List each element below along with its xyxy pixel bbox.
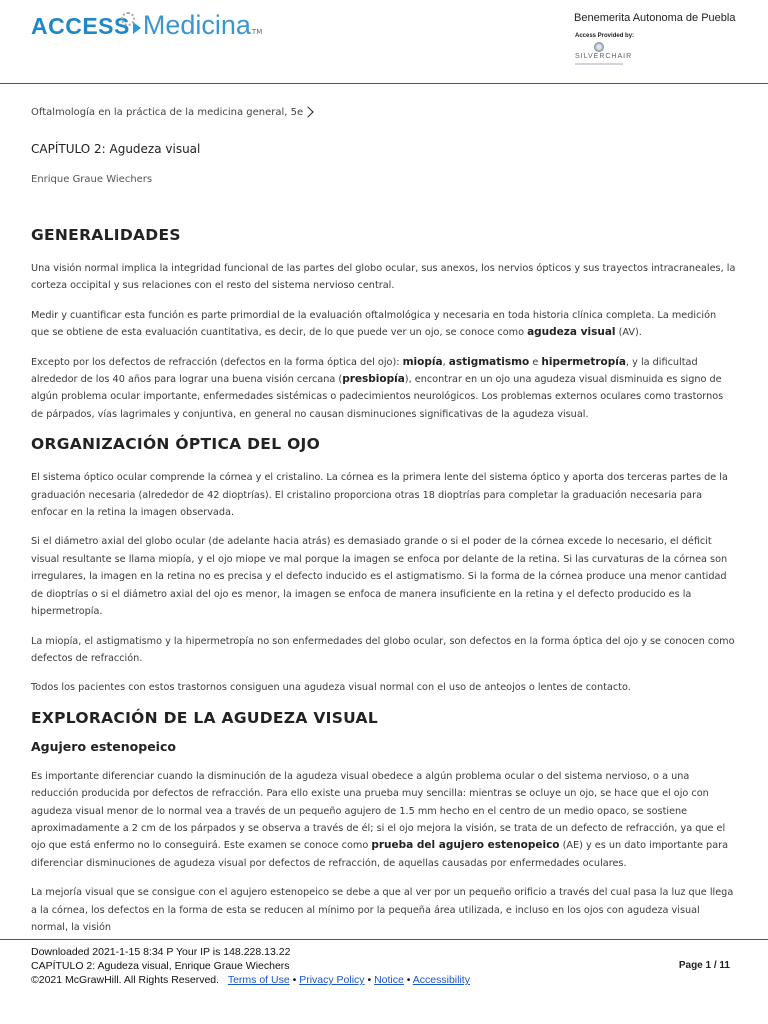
logo-medicina-text: Medicina [142, 10, 251, 40]
term-astigmatismo: astigmatismo [448, 355, 530, 368]
main-content [31, 100, 737, 936]
term-agudeza-visual: agudeza visual [527, 326, 616, 339]
term-presbiopia: presbiopía [342, 373, 405, 386]
logo-tm: TM [251, 28, 263, 36]
logo-access-text: ACCESS [31, 13, 130, 39]
section-heading-generalidades: GENERALIDADES [31, 226, 181, 244]
notice-link[interactable]: Notice [374, 974, 404, 986]
paragraph: Si el diámetro axial del globo ocular (de adelante hacia atrás) es demasiado grande o si el poder de la córnea excede lo necesario, el déficit visual resultante se llama miopía, y el ojo miope ve mal porque la imagen se enfoca por delante de la retina. Si las curvaturas de la córnea son irregulares, la imagen en la retina no es precisa y el defecto inducido es el astigmatismo. Si la forma de la córnea produce una menor cantidad de dioptrías o si el diámetro axial del ojo es menor, la imagen se enfoca de manera insuficiente en la retina y el defecto producido es la hipermetropía. [31, 536, 728, 618]
gear-icon [121, 12, 135, 26]
page-header [0, 0, 768, 84]
terms-of-use-link[interactable]: Terms of Use [227, 974, 290, 986]
chapter-title: CAPÍTULO 2: Agudeza visual [31, 142, 201, 156]
footer-links-row: ©2021 McGrawHill. All Rights Reserved. Terms of Use • Privacy Policy • Notice • Accessibility [31, 974, 470, 986]
author-name: Enrique Graue Wiechers [31, 174, 153, 185]
paragraph: La mejoría visual que se consigue con el agujero estenopeico se debe a que al ver por un pequeño orificio a través del cual pasa la luz que llega a la córnea, los defectos en la forma de esta se reducen al mínimo por la pequeña área utilizada, e incluso en los ojos con agudeza visual normal, la visión [31, 887, 734, 933]
accessmedicina-logo[interactable] [31, 10, 262, 41]
page-footer [0, 939, 768, 1024]
paragraph: Una visión normal implica la integridad funcional de las partes del globo ocular, sus anexos, los nervios ópticos y sus trayectos intracraneales, la corteza occipital y sus relaciones con el resto del sistema nervioso central. [31, 263, 736, 292]
download-info: Downloaded 2021-1-15 8:34 P Your IP is 148.228.13.22 [31, 946, 291, 958]
breadcrumb[interactable] [31, 100, 737, 124]
subheading-agujero-estenopeico: Agujero estenopeico [31, 738, 176, 754]
breadcrumb-book-title[interactable]: Oftalmología en la práctica de la medicina general, 5e [31, 106, 304, 118]
copyright: ©2021 McGrawHill. All Rights Reserved. [31, 974, 220, 986]
privacy-policy-link[interactable]: Privacy Policy [299, 974, 365, 986]
paragraph: El sistema óptico ocular comprende la córnea y el cristalino. La córnea es la primera lente del sistema óptico y aporta dos terceras partes de la graduación necesaria (alrededor de 42 dioptrías). El cristalino proporciona otras 18 dioptrías para completar la graduación necesaria para enfocar en la retina la imagen observada. [31, 472, 728, 519]
section-heading-exploracion: EXPLORACIÓN DE LA AGUDEZA VISUAL [31, 708, 379, 727]
paragraph: Excepto por los defectos de refracción (defectos en la forma óptica del ojo): miopía, astigmatismo e hipermetropía, y la dificultad alrededor de los 40 años para lograr una buena visión cercana (presbiopía), encontrar en un ojo una agudeza visual disminuida es signo de algún problema ocular importante, enfermedades sistémicas o padecimientos neurológicos. Los problemas externos oculares como trastornos de párpados, vías lagrimales y conjuntiva, en general no causan disminuciones significativas de la agudeza visual. [31, 355, 724, 420]
citation: CAPÍTULO 2: Agudeza visual, Enrique Graue Wiechers [31, 960, 290, 972]
silverchair-globe-icon [594, 42, 604, 52]
term-prueba-agujero-estenopeico: prueba del agujero estenopeico [371, 839, 560, 852]
term-miopia: miopía [402, 355, 443, 368]
paragraph: La miopía, el astigmatismo y la hipermetropía no son enfermedades del globo ocular, son defectos en la forma óptica del ojo y se conocen como defectos de refracción. [31, 635, 735, 664]
section-heading-organizacion-optica: ORGANIZACIÓN ÓPTICA DEL OJO [31, 435, 321, 454]
paragraph: Todos los pacientes con estos trastornos consiguen una agudeza visual normal con el uso de anteojos o lentes de contacto. [31, 682, 631, 694]
chevron-right-icon[interactable] [303, 106, 314, 117]
accessibility-link[interactable]: Accessibility [412, 974, 470, 986]
logo-arrow-icon [133, 22, 141, 34]
silverchair-logo: SILVERCHAIR [575, 53, 633, 60]
paragraph: Medir y cuantificar esta función es parte primordial de la evaluación oftalmológica y necesaria en toda historia clínica completa. La medición que se obtiene de esta evaluación cuantitativa, es decir, de lo que puede ver un ojo, se conoce como agudeza visual (AV). [31, 309, 717, 339]
paragraph: Es importante diferenciar cuando la disminución de la agudeza visual obedece a algún problema ocular o del sistema nervioso, o a una reducción producida por defectos de refracción. Para ello existe una prueba muy sencilla: mientras se ocluye un ojo, se hace que el ojo con agudeza visual menor de lo normal vea a través de un pequeño agujero de 1.5 mm hecho en el centro de un medio opaco, se sostiene aproximadamente a 2 cm de los párpados y se observa a través de él; si el ojo mejora la visión, se trata de un defecto de refracción, ya que el ojo que está enfermo no lo conseguirá. Este examen se conoce como prueba del agujero estenopeico (AE) y es un dato importante para diferenciar disminuciones de agudeza visual por defectos de refracción, de aquellas causadas por enfermedades oculares. [31, 770, 729, 869]
institution-name: Benemerita Autonoma de Puebla [574, 12, 736, 24]
access-provided-label: Access Provided by: [575, 33, 635, 39]
term-hipermetropia: hipermetropía [541, 355, 626, 368]
page-number: Page 1 / 11 [678, 960, 730, 971]
silverchair-underline [575, 63, 623, 65]
